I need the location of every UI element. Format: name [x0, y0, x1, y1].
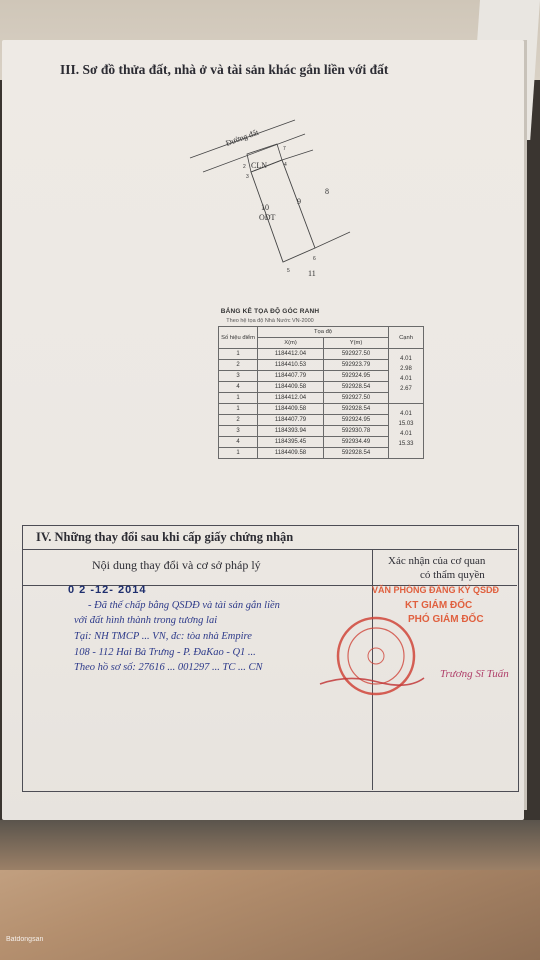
handwritten-line: 108 - 112 Hai Bà Trưng - P. ĐaKao - Q1 ...	[74, 647, 256, 658]
coord-cell-id: 1	[219, 393, 258, 404]
point-label: 3	[246, 174, 249, 180]
coord-table-title: BẢNG KÊ TỌA ĐỘ GÓC RANH	[220, 308, 320, 315]
boundary-line	[282, 150, 313, 160]
stamp-office: VĂN PHÒNG ĐĂNG KÝ QSDĐ	[372, 585, 500, 595]
divider-header	[22, 549, 517, 550]
coord-cell-y: 592934.49	[324, 437, 389, 448]
parcel-diagram	[185, 110, 365, 285]
neighbor-parcel-8: 8	[325, 187, 329, 196]
handwritten-line: Tại: NH TMCP ... VN, đc: tòa nhà Empire	[74, 631, 252, 642]
land-type-cln: CLN	[251, 161, 267, 170]
coord-cell-x: 1184412.04	[258, 393, 324, 404]
signature: Trương Sĩ Tuấn	[440, 668, 509, 680]
edge-length: 15.03	[398, 421, 414, 427]
header-y: Y(m)	[324, 338, 389, 349]
coord-cell-id: 3	[219, 426, 258, 437]
point-label: 6	[313, 256, 316, 262]
coord-cell-y: 592930.78	[324, 426, 389, 437]
coord-cell-id: 1	[219, 448, 258, 459]
coord-cell-x: 1184393.94	[258, 426, 324, 437]
land-type-odt: ODT	[259, 213, 276, 222]
coord-cell-y: 592927.50	[324, 349, 389, 360]
parcel-number: 10	[261, 203, 269, 212]
coord-group-a	[219, 349, 424, 404]
watermark-logo: Batdongsan	[6, 936, 44, 943]
coord-cell-y: 592927.50	[324, 393, 389, 404]
stamp-deputy-director: PHÓ GIÁM ĐỐC	[408, 614, 484, 625]
coord-table-subtitle: Theo hệ tọa độ Nhà Nước VN-2000	[226, 318, 314, 324]
edge-length-cell	[389, 349, 424, 404]
coord-cell-id: 3	[219, 371, 258, 382]
coord-cell-id: 2	[219, 360, 258, 371]
header-edge-length: Cạnh	[389, 327, 424, 349]
point-label: 5	[287, 268, 290, 274]
point-label: 7	[283, 146, 286, 152]
header-coordinates: Tọa độ	[258, 327, 389, 338]
date-stamp: 0 2 -12- 2014	[68, 584, 147, 596]
edge-length: 4.01	[400, 411, 412, 417]
edge-length: 4.01	[400, 431, 412, 437]
stamp-kt-director: KT GIÁM ĐỐC	[405, 600, 473, 611]
background-shadow	[0, 820, 540, 870]
column-content-header: Nội dung thay đổi và cơ sở pháp lý	[92, 558, 261, 572]
header-point-id: Số hiệu điểm	[219, 327, 258, 349]
official-seal-icon	[318, 612, 426, 702]
edge-length: 4.01	[400, 356, 412, 362]
edge-length: 2.98	[400, 366, 412, 372]
coord-cell-x: 1184409.58	[258, 382, 324, 393]
coord-cell-y: 592923.79	[324, 360, 389, 371]
edge-length: 15.33	[398, 441, 414, 447]
section-4-title: IV. Những thay đổi sau khi cấp giấy chứng nhận	[36, 530, 294, 544]
coord-cell-x: 1184407.79	[258, 371, 324, 382]
coord-cell-id: 4	[219, 437, 258, 448]
column-confirm-header-1: Xác nhận của cơ quan	[388, 555, 486, 567]
coord-cell-y: 592924.95	[324, 415, 389, 426]
point-label: 4	[284, 162, 287, 168]
coord-cell-x: 1184407.79	[258, 415, 324, 426]
coordinate-table	[218, 326, 424, 459]
coord-cell-x: 1184409.58	[258, 404, 324, 415]
point-label: 2	[243, 164, 246, 170]
section-3-title: III. Sơ đồ thửa đất, nhà ở và tài sản khác gắn liền với đất	[60, 62, 389, 77]
edge-length: 2.67	[400, 386, 412, 392]
road-label: Đường đất	[224, 127, 260, 148]
neighbor-parcel-11: 11	[308, 269, 316, 278]
coord-cell-y: 592928.54	[324, 404, 389, 415]
coord-cell-y: 592924.95	[324, 371, 389, 382]
coord-cell-id: 1	[219, 349, 258, 360]
handwritten-line: Theo hồ sơ số: 27616 ... 001297 ... TC ... CN	[74, 662, 263, 673]
coord-cell-id: 4	[219, 382, 258, 393]
coord-row	[219, 349, 424, 360]
coord-cell-id: 2	[219, 415, 258, 426]
header-x: X(m)	[258, 338, 324, 349]
column-confirm-header-2: có thẩm quyền	[420, 569, 485, 581]
coord-group-b	[219, 404, 424, 459]
coord-cell-x: 1184409.58	[258, 448, 324, 459]
edge-length-cell	[389, 404, 424, 459]
coord-cell-y: 592928.54	[324, 448, 389, 459]
coord-cell-id: 1	[219, 404, 258, 415]
edge-length: 4.01	[400, 376, 412, 382]
coord-cell-x: 1184410.53	[258, 360, 324, 371]
handwritten-line: - Đã thế chấp bằng QSDĐ và tài sản gắn liền	[88, 600, 280, 611]
coord-cell-x: 1184412.04	[258, 349, 324, 360]
coord-row	[219, 404, 424, 415]
boundary-line-2	[315, 232, 350, 248]
handwritten-line: với đất hình thành trong tương lai	[74, 615, 218, 626]
coord-cell-y: 592928.54	[324, 382, 389, 393]
coord-cell-x: 1184395.45	[258, 437, 324, 448]
neighbor-parcel-9: 9	[297, 197, 301, 206]
